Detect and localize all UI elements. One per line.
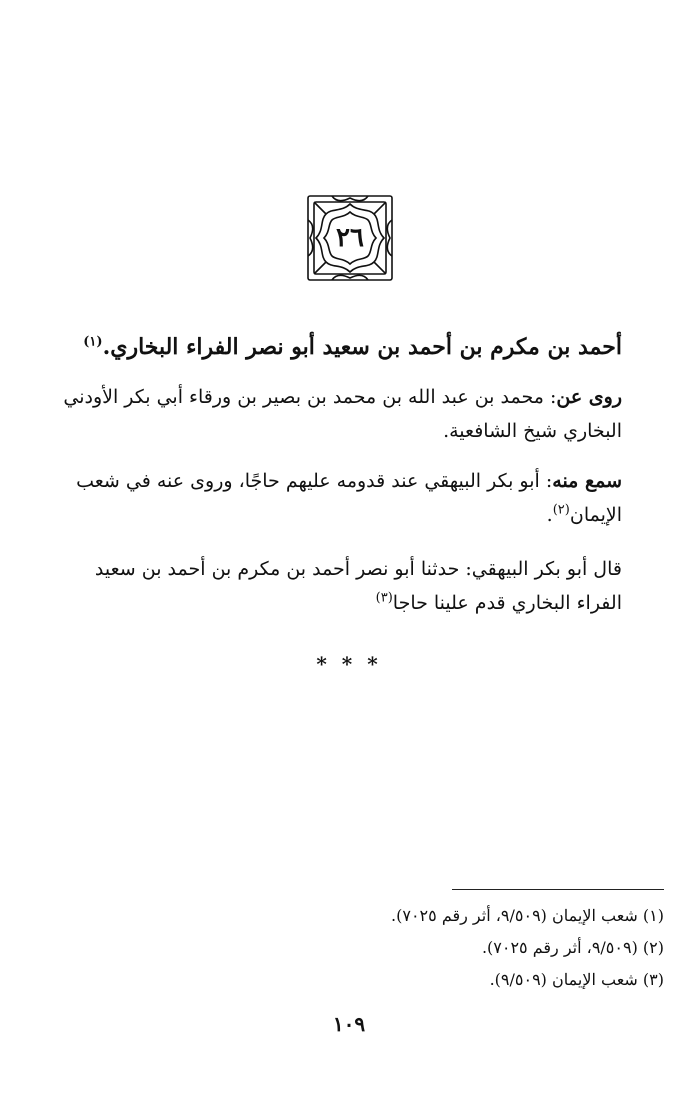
paragraph-heard-from — [44, 464, 622, 532]
entry-title — [44, 330, 622, 364]
footnotes — [64, 900, 664, 996]
footnote-ref: (١) — [83, 334, 103, 350]
paragraph-quote — [44, 552, 622, 620]
paragraph-narrated-from — [44, 380, 622, 448]
footnote-1: (١) شعب الإيمان (٩/٥٠٩، أثر رقم ٧٠٢٥). — [391, 906, 664, 925]
paragraph-text: : أبو بكر البيهقي عند قدومه عليهم حاجًا، وروى عنه في شعب الإيمان — [76, 470, 622, 526]
footnote-2: (٢) (٩/٥٠٩، أثر رقم ٧٠٢٥). — [481, 938, 664, 957]
paragraph-text: قال أبو بكر البيهقي: حدثنا أبو نصر أحمد بن مكرم بن أحمد بن سعيد الفراء البخاري قدم علينا حاجا — [94, 558, 622, 614]
footnote-divider — [452, 889, 664, 890]
footnote-ref: (٣) — [375, 590, 393, 606]
paragraph-lead: روى عن — [556, 386, 622, 408]
paragraph-text: : محمد بن عبد الله بن محمد بن بصير بن ورقاء أبي بكر الأودني البخاري شيخ الشافعية. — [63, 386, 622, 442]
footnote-3: (٣) شعب الإيمان (٩/٥٠٩). — [489, 970, 664, 989]
entry-title-text: أحمد بن مكرم بن أحمد بن سعيد أبو نصر الفراء البخاري. — [102, 334, 622, 360]
paragraph-lead: سمع منه — [552, 470, 622, 492]
entry-number-emblem — [302, 190, 398, 286]
page-number: ١٠٩ — [332, 1012, 366, 1036]
section-separator: * * * — [316, 652, 382, 676]
footnote-ref: (٢) — [552, 502, 570, 518]
entry-number: ٢٦ — [336, 223, 364, 253]
paragraph-tail: . — [546, 504, 553, 526]
